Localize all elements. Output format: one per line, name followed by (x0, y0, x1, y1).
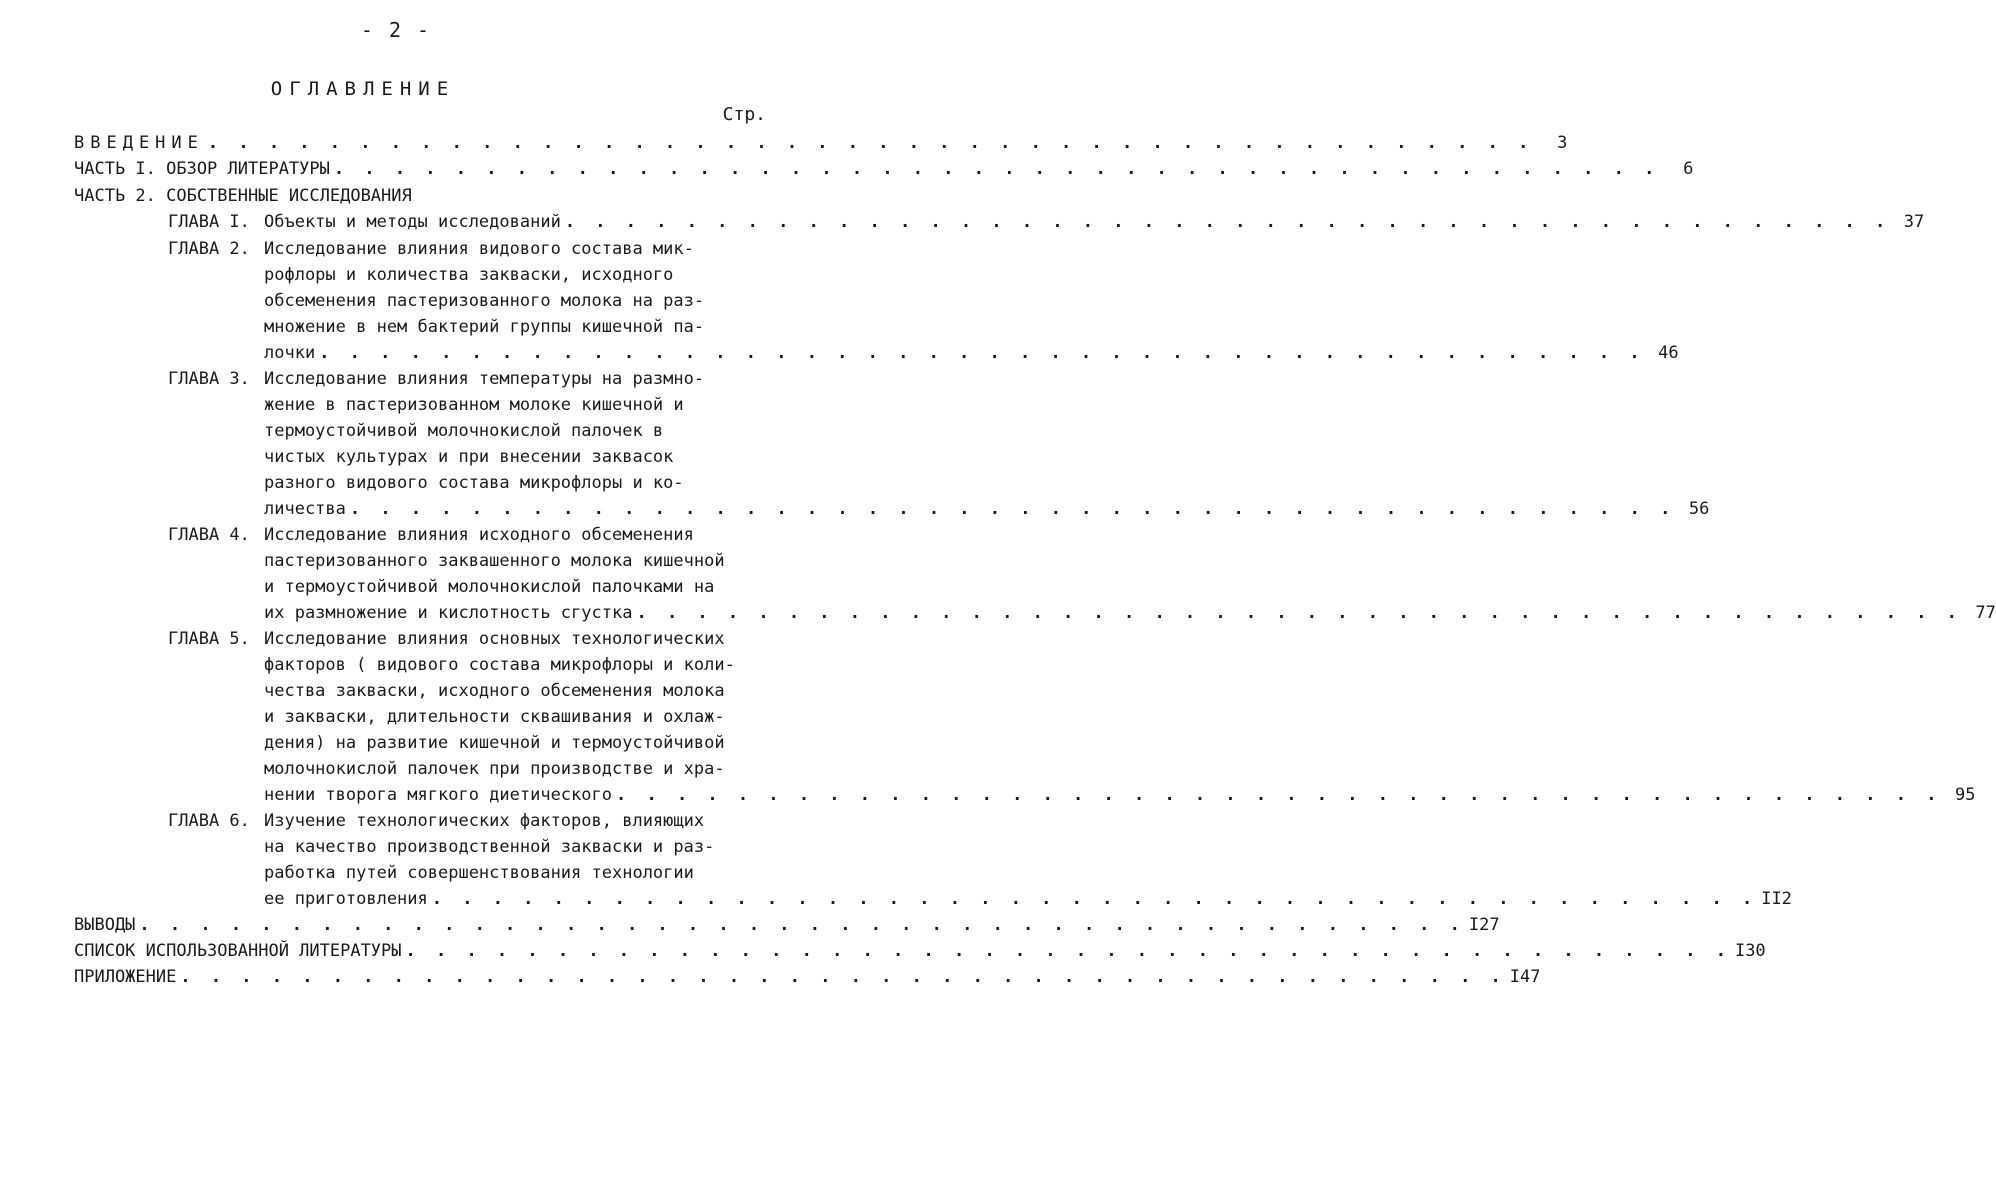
chapter-line: Исследование влияния основных технологических (264, 629, 725, 649)
page-number: - 2 - (360, 18, 432, 42)
chapter-line: множение в нем бактерий группы кишечной па- (264, 317, 705, 337)
chapter-line: жение в пастеризованном молоке кишечной и (264, 395, 684, 415)
chapter-line: Исследование влияния видового состава мик- (264, 239, 694, 259)
dot-leader: . . . . . . . . . . . . . . . . . . . . . . . . . . . . . . . . . . . . . . . . . . . . (636, 603, 1962, 623)
dot-leader: . . . . . . . . . . . . . . . . . . . . . . . . . . . . . . . . . . . . . . . . . . . . (564, 212, 1891, 232)
entry-page: I30 (1734, 941, 1766, 961)
chapter-entry (264, 600, 1996, 626)
entry-text: ПРИЛОЖЕНИЕ (74, 967, 177, 987)
chapter-label: ГЛАВА 4. (168, 525, 250, 545)
dot-leader: . . . . . . . . . . . . . . . . . . . . . . . . . . . . . . . . . . . . . . . . . . . . (349, 499, 1676, 519)
entry-page: 37 (1903, 212, 1925, 232)
entry-text: ВЫВОДЫ (74, 915, 136, 935)
chapter-text: личества (264, 499, 346, 519)
chapter-line: разного видового состава микрофлоры и ко- (264, 473, 684, 493)
chapter-line: молочнокислой палочек при производстве и хра- (264, 759, 725, 779)
chapter-label: ГЛАВА 3. (168, 369, 250, 389)
chapter-line: Исследование влияния исходного обсеменения (264, 525, 694, 545)
toc-entry-references (74, 938, 1766, 964)
dot-leader: . . . . . . . . . . . . . . . . . . . . . . . . . . . . . . . . . . . . . . . . . . . . (333, 159, 1660, 179)
entry-text: ВВЕДЕНИЕ (74, 133, 204, 153)
chapter-entry (264, 209, 1925, 235)
entry-page: 46 (1658, 343, 1679, 363)
chapter-text: лочки (264, 343, 316, 363)
dot-leader: . . . . . . . . . . . . . . . . . . . . . . . . . . . . . . . . . . . . . . . . . . . . (431, 889, 1758, 909)
chapter-line: и закваски, длительности сквашивания и охлаж- (264, 707, 725, 727)
entry-text: ЧАСТЬ I. ОБЗОР ЛИТЕРАТУРЫ (74, 159, 330, 179)
chapter-text: нении творога мягкого диетического (264, 785, 612, 805)
chapter-line: пастеризованного заквашенного молока кишечной (264, 551, 725, 571)
chapter-line: чества закваски, исходного обсеменения молока (264, 681, 725, 701)
dot-leader: . . . . . . . . . . . . . . . . . . . . . . . . . . . . . . . . . . . . . . . . . . . . (207, 133, 1534, 153)
dot-leader: . . . . . . . . . . . . . . . . . . . . . . . . . . . . . . . . . . . . . . . . . . . . (180, 967, 1506, 987)
chapter-entry (264, 340, 1679, 366)
chapter-line: чистых культурах и при внесении заквасок (264, 447, 674, 467)
entry-page: 6 (1683, 159, 1694, 179)
dot-leader: . . . . . . . . . . . . . . . . . . . . . . . . . . . . . . . . . . . . . . . . . . . . (405, 941, 1731, 961)
chapter-line: работка путей совершенствования технологии (264, 863, 694, 883)
chapter-entry (264, 782, 1976, 808)
dot-leader: . . . . . . . . . . . . . . . . . . . . . . . . . . . . . . . . . . . . . . . . . . . . (616, 785, 1942, 805)
entry-page: II2 (1761, 889, 1792, 909)
chapter-line: на качество производственной закваски и раз- (264, 837, 715, 857)
chapter-line: обсеменения пастеризованного молока на раз- (264, 291, 705, 311)
entry-page: I27 (1468, 915, 1500, 935)
toc-title: ОГЛАВЛЕНИЕ (270, 78, 456, 100)
chapter-line: Изучение технологических факторов, влияющих (264, 811, 705, 831)
chapter-label: ГЛАВА 6. (168, 811, 250, 831)
chapter-line: Исследование влияния температуры на размно- (264, 369, 705, 389)
toc-entry-appendix (74, 964, 1541, 990)
chapter-label: ГЛАВА I. (168, 212, 250, 232)
entry-page: 95 (1954, 785, 1976, 805)
dot-leader: . . . . . . . . . . . . . . . . . . . . . . . . . . . . . . . . . . . . . . . . . . . . (139, 915, 1465, 935)
chapter-line: дения) на развитие кишечной и термоустойчивой (264, 733, 725, 753)
chapter-text: их размножение и кислотность сгустка (264, 603, 633, 623)
chapter-line: и термоустойчивой молочнокислой палочками на (264, 577, 715, 597)
page-column-header: Стр. (722, 104, 766, 125)
toc-entry-conclusions (74, 912, 1500, 938)
chapter-text: Объекты и методы исследований (264, 212, 561, 232)
chapter-label: ГЛАВА 5. (168, 629, 250, 649)
entry-page: 77 (1975, 603, 1996, 623)
entry-page: I47 (1509, 967, 1541, 987)
chapter-label: ГЛАВА 2. (168, 239, 250, 259)
chapter-text: ее приготовления (264, 889, 428, 909)
toc-entry-part1 (74, 156, 1694, 182)
entry-page: 3 (1557, 133, 1568, 153)
toc-entry-intro (74, 130, 1568, 156)
entry-page: 56 (1688, 499, 1710, 519)
dot-leader: . . . . . . . . . . . . . . . . . . . . . . . . . . . . . . . . . . . . . . . . . . . . (319, 343, 1645, 363)
entry-text: СПИСОК ИСПОЛЬЗОВАННОЙ ЛИТЕРАТУРЫ (74, 941, 402, 961)
chapter-entry (264, 496, 1710, 522)
chapter-line: факторов ( видового состава микрофлоры и коли- (264, 655, 735, 675)
chapter-line: термоустойчивой молочнокислой палочек в (264, 421, 664, 441)
chapter-entry (264, 886, 1792, 912)
chapter-line: рофлоры и количества закваски, исходного (264, 265, 674, 285)
toc-entry-part2: ЧАСТЬ 2. СОБСТВЕННЫЕ ИССЛЕДОВАНИЯ (74, 186, 412, 206)
